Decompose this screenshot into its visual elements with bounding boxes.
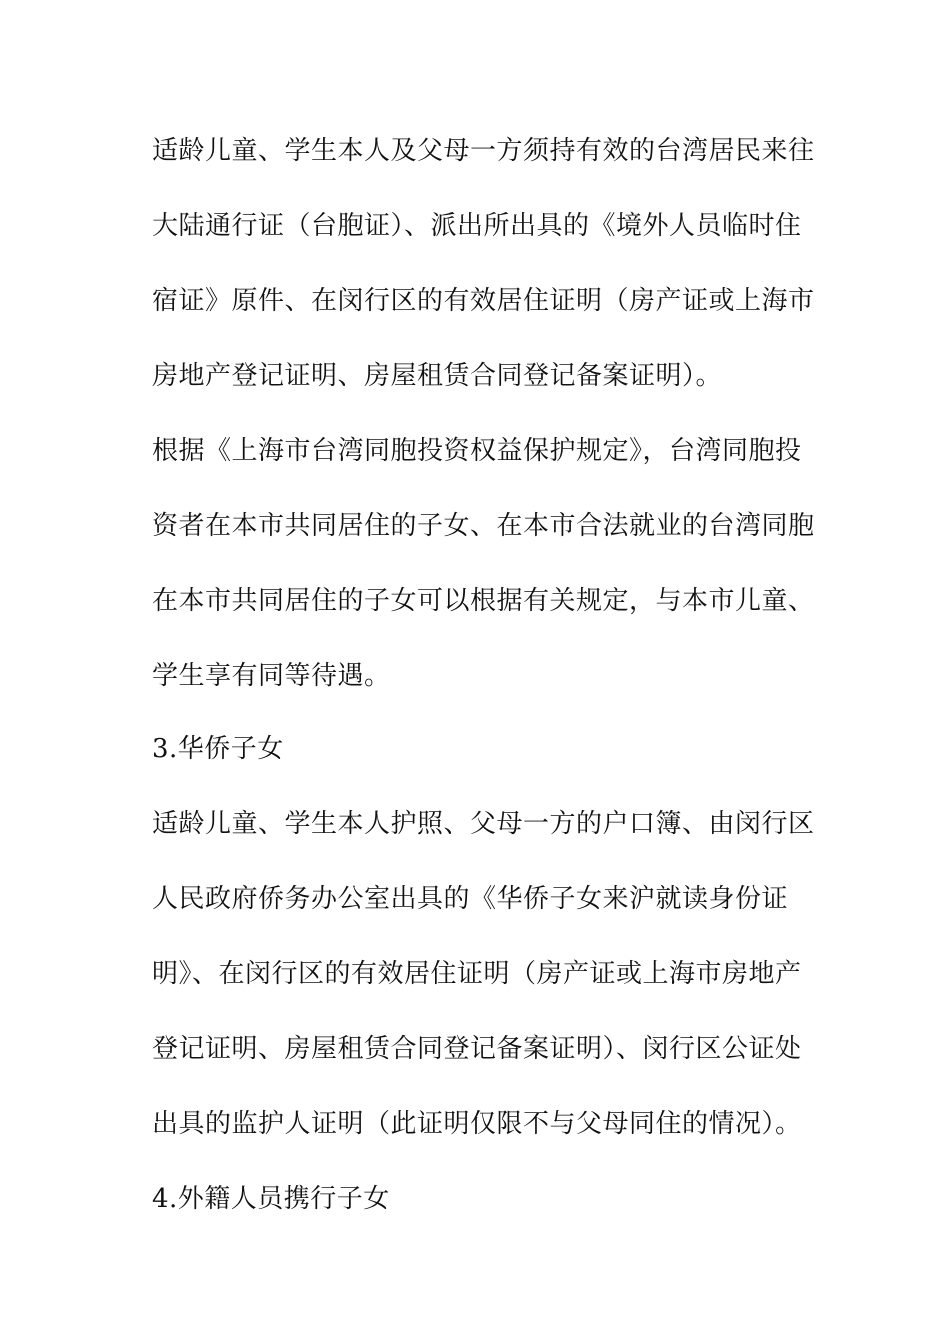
paragraph-line: 明》、在闵行区的有效居住证明（房产证或上海市房地产 — [152, 959, 802, 989]
paragraph-line: 房地产登记证明、房屋租赁合同登记备案证明）。 — [152, 361, 723, 391]
paragraph-line: 登记证明、房屋租赁合同登记备案证明）、闵行区公证处 — [152, 1034, 802, 1064]
paragraph-line: 在本市共同居住的子女可以根据有关规定，与本市儿童、 — [152, 586, 815, 616]
paragraph-line: 学生享有同等待遇。 — [152, 661, 391, 691]
paragraph-line: 人民政府侨务办公室出具的《华侨子女来沪就读身份证 — [152, 884, 789, 914]
paragraph-line: 根据《上海市台湾同胞投资权益保护规定》，台湾同胞投 — [152, 436, 802, 466]
paragraph-line: 大陆通行证（台胞证）、派出所出具的《境外人员临时住 — [152, 211, 802, 241]
section-heading: 4.外籍人员携行子女 — [152, 1184, 390, 1214]
section-heading: 3.华侨子女 — [152, 734, 284, 764]
paragraph-line: 适龄儿童、学生本人及父母一方须持有效的台湾居民来往 — [152, 136, 815, 166]
paragraph-line: 适龄儿童、学生本人护照、父母一方的户口簿、由闵行区 — [152, 809, 815, 839]
paragraph-line: 出具的监护人证明（此证明仅限不与父母同住的情况）。 — [152, 1109, 802, 1139]
paragraph-line: 资者在本市共同居住的子女、在本市合法就业的台湾同胞 — [152, 511, 815, 541]
paragraph-line: 宿证》原件、在闵行区的有效居住证明（房产证或上海市 — [152, 286, 815, 316]
